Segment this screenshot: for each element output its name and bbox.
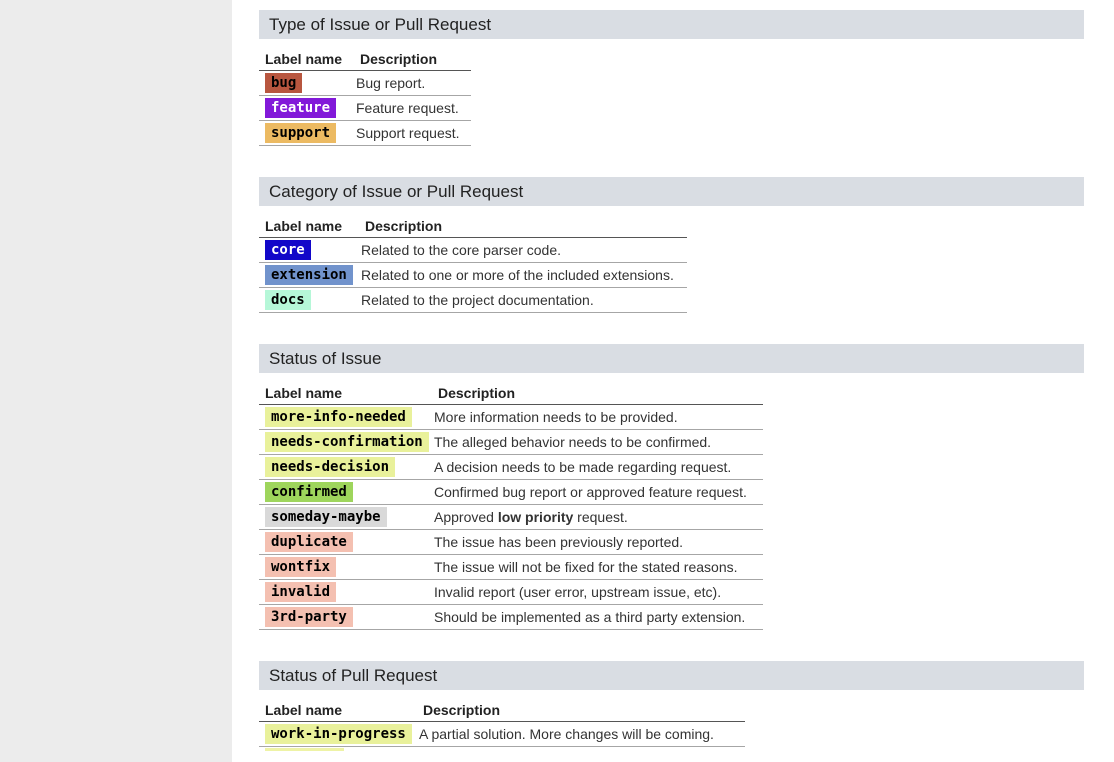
- table-row: [259, 580, 763, 605]
- partial-next-row-chip: [265, 748, 344, 751]
- label-chip: docs: [265, 290, 311, 310]
- description-header: Description: [360, 51, 438, 67]
- row-description: The issue will not be fixed for the stated reasons.: [434, 559, 738, 575]
- row-description: The alleged behavior needs to be confirmed.: [434, 434, 712, 450]
- label-chip: invalid: [265, 582, 336, 602]
- table-row: [259, 555, 763, 580]
- labels-table: [259, 385, 763, 630]
- content-area: [232, 0, 1114, 762]
- table-row: [259, 121, 471, 146]
- label-chip: wontfix: [265, 557, 336, 577]
- table-row: [259, 505, 763, 530]
- description-header: Description: [438, 385, 516, 401]
- row-description: Related to one or more of the included extensions.: [361, 267, 674, 283]
- label-chip: work-in-progress: [265, 724, 412, 744]
- section-status-of-pull-request: [259, 661, 1084, 751]
- table-row: [259, 430, 763, 455]
- label-chip: someday-maybe: [265, 507, 387, 527]
- label-chip: confirmed: [265, 482, 353, 502]
- label-chip: bug: [265, 73, 302, 93]
- label-name-header: Label name: [265, 385, 343, 401]
- table-header-row: [259, 702, 745, 722]
- table-header-row: [259, 218, 687, 238]
- table-row: [259, 530, 763, 555]
- label-name-header: Label name: [265, 218, 343, 234]
- table-row: [259, 288, 687, 313]
- description-header: Description: [423, 702, 501, 718]
- labels-table: [259, 218, 687, 313]
- labels-table: [259, 702, 745, 747]
- row-description: Support request.: [356, 125, 460, 141]
- table-row: [259, 96, 471, 121]
- label-chip: extension: [265, 265, 353, 285]
- label-chip: more-info-needed: [265, 407, 412, 427]
- label-chip: needs-decision: [265, 457, 395, 477]
- row-description: Related to the project documentation.: [361, 292, 594, 308]
- row-description: Related to the core parser code.: [361, 242, 562, 258]
- section-heading: Category of Issue or Pull Request: [259, 177, 1084, 206]
- table-row: [259, 238, 687, 263]
- table-row: [259, 263, 687, 288]
- labels-table: [259, 51, 471, 146]
- table-row: [259, 480, 763, 505]
- label-name-header: Label name: [265, 702, 343, 718]
- table-row: [259, 455, 763, 480]
- section-category: [259, 177, 1084, 313]
- row-description: A partial solution. More changes will be coming.: [419, 726, 714, 742]
- label-chip: support: [265, 123, 336, 143]
- row-description: Confirmed bug report or approved feature request.: [434, 484, 747, 500]
- label-chip: duplicate: [265, 532, 353, 552]
- row-description: A decision needs to be made regarding request.: [434, 459, 732, 475]
- table-row: [259, 71, 471, 96]
- row-description: Approved low priority request.: [434, 509, 628, 525]
- label-name-header: Label name: [265, 51, 343, 67]
- bold-phrase: low priority: [497, 509, 574, 525]
- section-type-of-issue: [259, 10, 1084, 146]
- table-row: [259, 722, 745, 747]
- section-heading: Status of Issue: [259, 344, 1084, 373]
- description-header: Description: [365, 218, 443, 234]
- table-row: [259, 605, 763, 630]
- section-heading: Status of Pull Request: [259, 661, 1084, 690]
- row-description: Invalid report (user error, upstream issue, etc).: [434, 584, 722, 600]
- table-header-row: [259, 51, 471, 71]
- section-heading: Type of Issue or Pull Request: [259, 10, 1084, 39]
- table-row: [259, 405, 763, 430]
- row-description: The issue has been previously reported.: [434, 534, 684, 550]
- row-description: Feature request.: [356, 100, 459, 116]
- section-status-of-issue: [259, 344, 1084, 630]
- row-description: Bug report.: [356, 75, 426, 91]
- label-chip: needs-confirmation: [265, 432, 429, 452]
- row-description: More information needs to be provided.: [434, 409, 678, 425]
- table-header-row: [259, 385, 763, 405]
- left-gutter: [0, 0, 232, 762]
- label-chip: 3rd-party: [265, 607, 353, 627]
- label-chip: feature: [265, 98, 336, 118]
- label-chip: core: [265, 240, 311, 260]
- row-description: Should be implemented as a third party extension.: [434, 609, 746, 625]
